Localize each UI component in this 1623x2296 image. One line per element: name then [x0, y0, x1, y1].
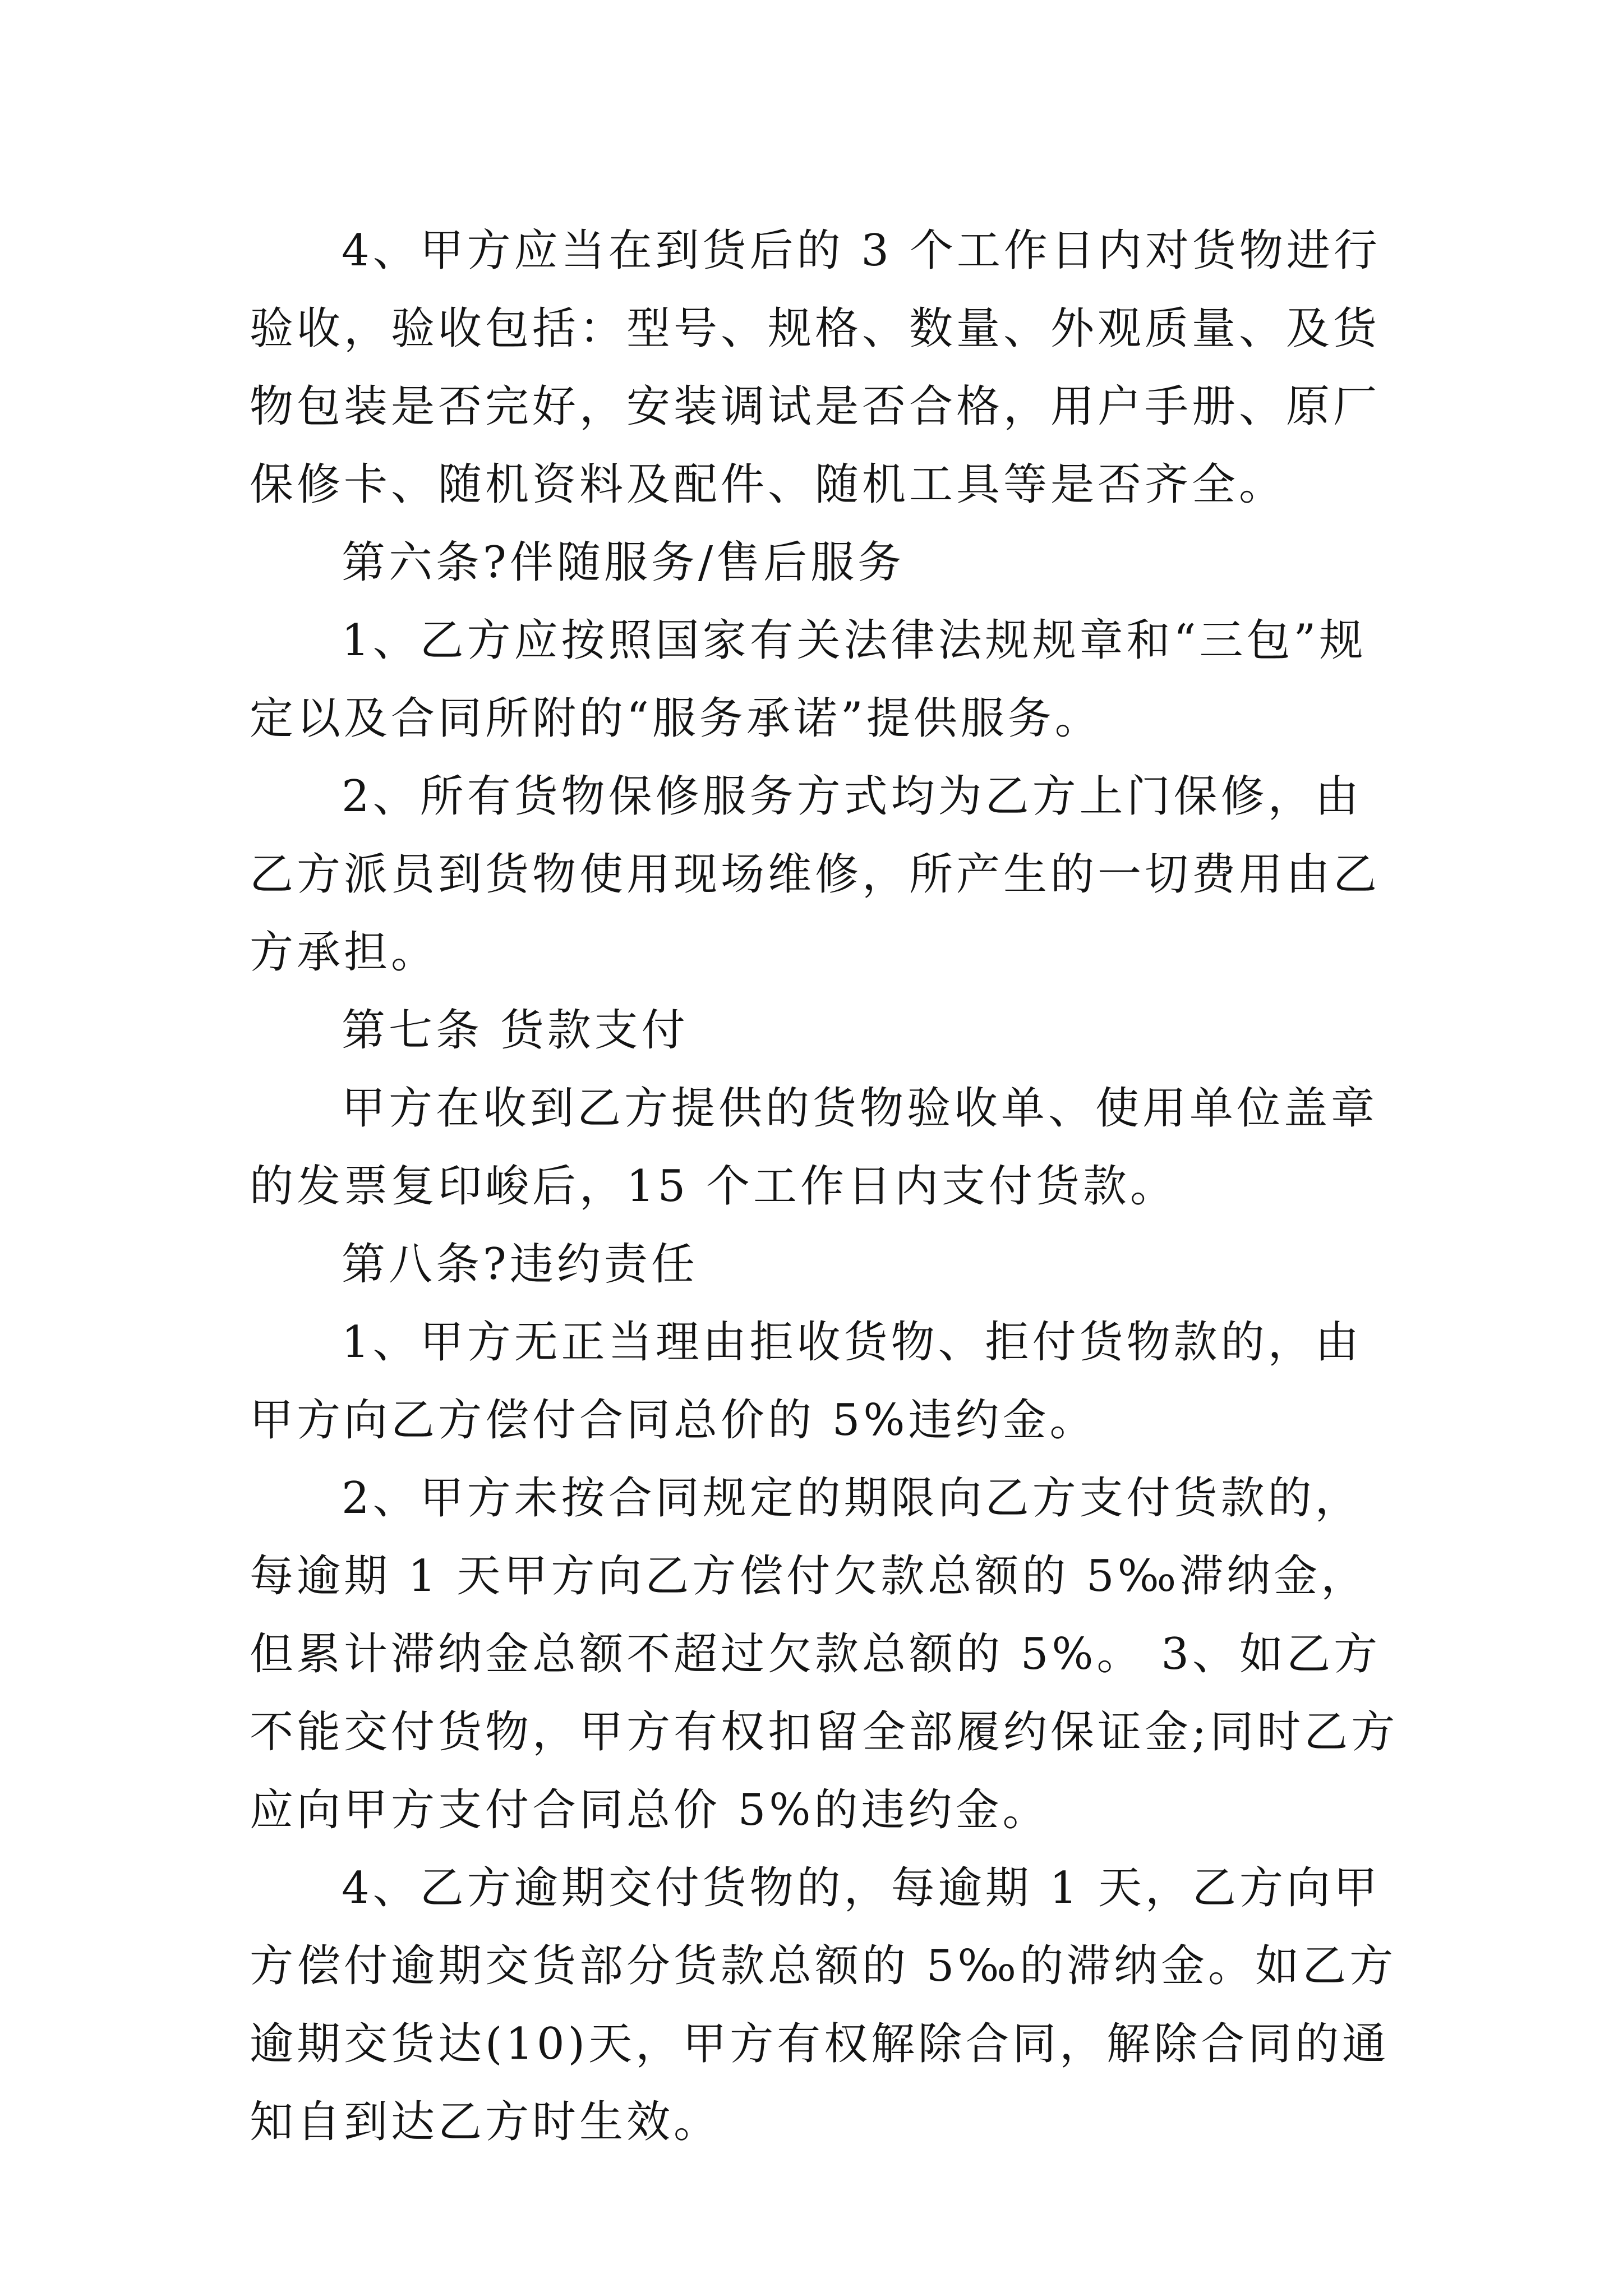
article-8-item-1: 1、甲方无正当理由拒收货物、拒付货物款的，由甲方向乙方偿付合同总价的 5%违约金。 — [250, 1317, 1362, 1446]
article-6-item-2: 2、所有货物保修服务方式均为乙方上门保修，由乙方派员到货物使用现场维修，所产生的一切费用由乙方承担。 — [250, 771, 1381, 978]
clause-5-item-4: 4、甲方应当在到货后的 3 个工作日内对货物进行验收，验收包括：型号、规格、数量、外观质量、及货物包装是否完好，安装调试是否合格，用户手册、原厂保修卡、随机资料及配件、随机工具等是否齐全。 — [250, 226, 1381, 510]
article-7-body: 甲方在收到乙方提供的货物验收单、使用单位盖章的发票复印峻后，15 个工作日内支付货款。 — [250, 1083, 1378, 1212]
article-6-item-1: 1、乙方应按照国家有关法律法规规章和“三包”规定以及合同所附的“服务承诺”提供服务。 — [250, 615, 1367, 744]
article-6-heading: 第六条?伴随服务/售后服务 — [342, 537, 905, 588]
article-8-item-2-3: 2、甲方未按合同规定的期限向乙方支付货款的，每逾期 1 天甲方向乙方偿付欠款总额的 5‰滞纳金，但累计滞纳金总额不超过欠款总额的 5%。 3、如乙方不能交付货物，甲方有权扣留全部履约保证金;同时乙方应向甲方支付合同总价 5%的违约金。 — [250, 1473, 1399, 1835]
article-8-item-4: 4、乙方逾期交付货物的，每逾期 1 天，乙方向甲方偿付逾期交货部分货款总额的 5‰的滞纳金。如乙方逾期交货达(10)天，甲方有权解除合同，解除合同的通知自到达乙方时生效。 — [250, 1863, 1397, 2147]
article-8-heading: 第八条?违约责任 — [342, 1239, 698, 1290]
document-body — [250, 212, 1399, 2161]
article-7-heading: 第七条 货款支付 — [342, 1005, 689, 1056]
